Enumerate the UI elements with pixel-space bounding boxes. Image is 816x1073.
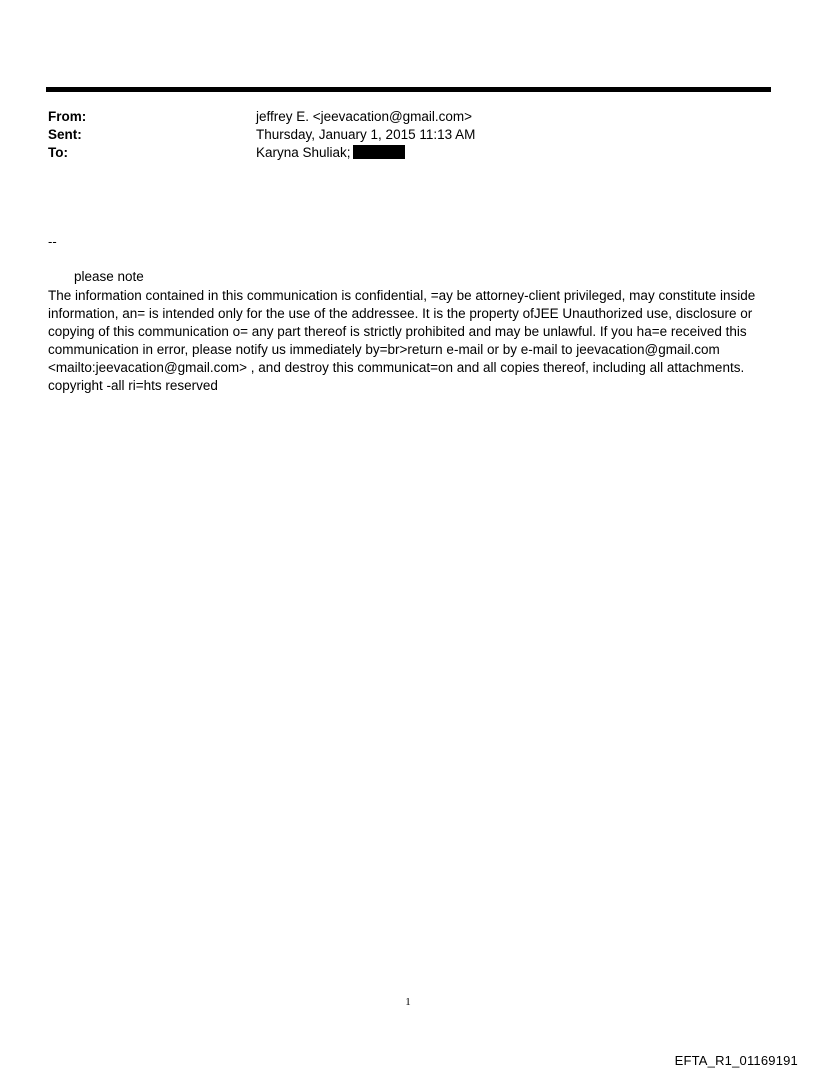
to-value: Karyna Shuliak;: [256, 145, 351, 160]
disclaimer-line: copyright -all ri=hts reserved: [48, 378, 218, 393]
document-id: EFTA_R1_01169191: [674, 1053, 798, 1068]
from-value: jeffrey E. <jeevacation@gmail.com>: [256, 109, 473, 124]
sent-label: Sent:: [48, 127, 82, 142]
sent-value: Thursday, January 1, 2015 11:13 AM: [256, 127, 476, 142]
page-number: 1: [405, 996, 411, 1008]
confidentiality-disclaimer: [48, 287, 773, 395]
from-label: From:: [48, 109, 87, 124]
to-label: To:: [48, 145, 68, 160]
signature-separator: --: [48, 234, 57, 249]
disclaimer-line: The information contained in this communication is confidential, =ay be attorney-client privileged, may constitute inside: [48, 288, 756, 303]
disclaimer-line: information, an= is intended only for the use of the addressee. It is the property ofJEE Unauthorized use, disclosure or: [48, 306, 753, 321]
sent-row: [48, 126, 748, 144]
redaction-box: [353, 145, 405, 159]
email-header: [48, 108, 748, 162]
to-value-wrapper: [256, 144, 748, 162]
note-heading: please note: [74, 269, 144, 284]
disclaimer-line: copying of this communication o= any part thereof is strictly prohibited and may be unlawful. If you ha=e received this: [48, 324, 747, 339]
to-row: [48, 144, 748, 162]
disclaimer-line: communication in error, please notify us immediately by=br>return e-mail or by e-mail to jeevacation@gmail.com: [48, 342, 720, 357]
disclaimer-line: <mailto:jeevacation@gmail.com> , and destroy this communicat=on and all copies thereof, including all attachments.: [48, 360, 745, 375]
header-divider: [46, 87, 771, 92]
from-row: [48, 108, 748, 126]
